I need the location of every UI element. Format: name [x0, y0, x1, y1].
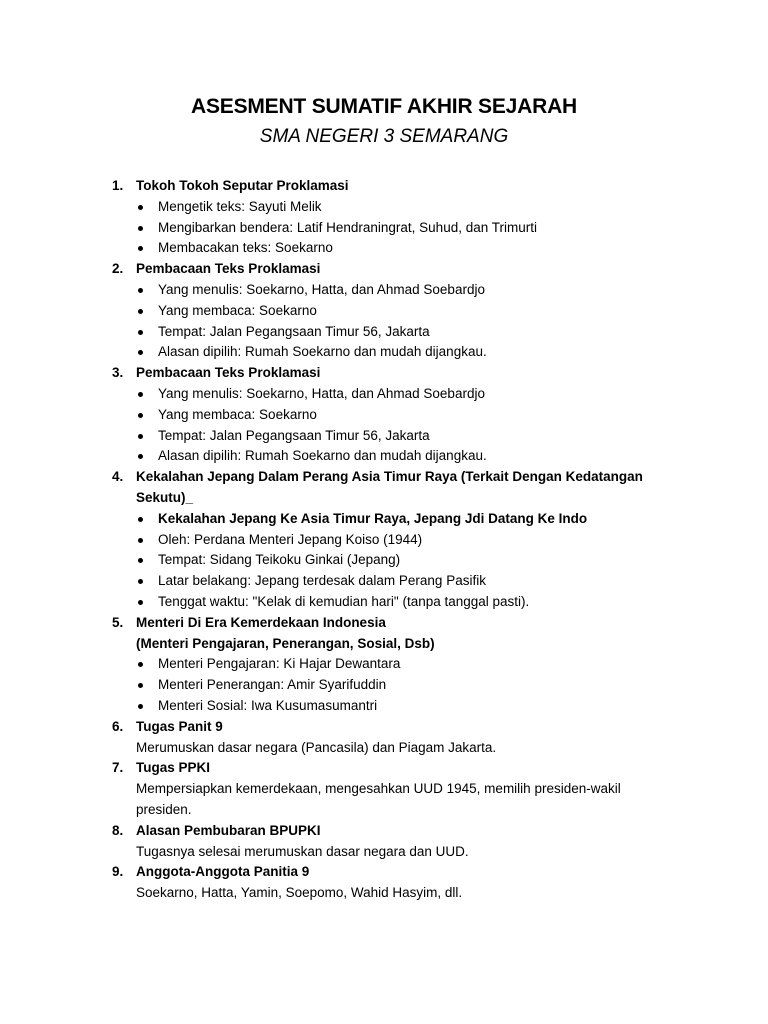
item-heading: Pembacaan Teks Proklamasi: [136, 365, 321, 381]
bullet-text: Menteri Sosial: Iwa Kusumasumantri: [158, 697, 378, 713]
list-item: [110, 613, 650, 717]
bullet-icon: [138, 350, 143, 355]
bullet-text: Latar belakang: Jepang terdesak dalam Perang Pasifik: [158, 573, 486, 589]
list-item: [110, 363, 650, 467]
bullet-text: Tempat: Sidang Teikoku Ginkai (Jepang): [158, 552, 401, 568]
bullet-list: [136, 197, 650, 259]
item-heading: Tokoh Tokoh Seputar Proklamasi: [136, 178, 349, 193]
bullet-text: Mengibarkan bendera: Latif Hendraningrat, Suhud, dan Trimurti: [158, 219, 537, 235]
list-item: [110, 259, 650, 363]
item-subheading: (Menteri Pengajaran, Penerangan, Sosial, Dsb): [136, 635, 435, 651]
bullet-item: [136, 322, 650, 343]
item-heading: Tugas Panit 9: [136, 718, 223, 734]
bullet-icon: [138, 600, 143, 605]
bullet-icon: [138, 517, 143, 522]
bullet-text: Alasan dipilih: Rumah Soekarno dan mudah dijangkau.: [158, 448, 487, 464]
bullet-icon: [138, 704, 143, 709]
list-item: [110, 821, 650, 863]
bullet-icon: [138, 309, 143, 314]
bullet-item: [136, 238, 650, 259]
bullet-text: Membacakan teks: Soekarno: [158, 240, 333, 256]
bullet-icon: [138, 330, 143, 335]
item-number: 4.: [112, 469, 124, 485]
bullet-item: [136, 550, 650, 571]
bullet-text: Yang menulis: Soekarno, Hatta, dan Ahmad Soebardjo: [158, 281, 485, 297]
bullet-icon: [138, 683, 143, 688]
bullet-icon: [138, 226, 143, 231]
bullet-text: Mengetik teks: Sayuti Melik: [158, 198, 322, 214]
bullet-item: [136, 675, 650, 696]
bullet-item: [136, 384, 650, 405]
bullet-item: [136, 426, 650, 447]
bullet-text: Oleh: Perdana Menteri Jepang Koiso (1944): [158, 531, 423, 547]
bullet-text: Alasan dipilih: Rumah Soekarno dan mudah dijangkau.: [158, 344, 487, 360]
bullet-item: [136, 280, 650, 301]
bullet-list: [136, 654, 650, 716]
bullet-item: [136, 405, 650, 426]
bullet-icon: [138, 288, 143, 293]
bullet-item: [136, 592, 650, 613]
item-number: 9.: [112, 864, 124, 880]
bullet-item: [136, 342, 650, 363]
item-number: 5.: [112, 614, 124, 630]
bullet-item: [136, 654, 650, 675]
bullet-text: Menteri Pengajaran: Ki Hajar Dewantara: [158, 656, 401, 672]
bullet-item: [136, 446, 650, 467]
bullet-item: [136, 197, 650, 218]
item-number: 6.: [112, 718, 124, 734]
bullet-icon: [138, 579, 143, 584]
list-item: [110, 862, 650, 904]
list-item: [110, 717, 650, 759]
item-heading: Alasan Pembubaran BPUPKI: [136, 822, 321, 838]
bullet-item: [136, 218, 650, 239]
document-title: ASESMENT SUMATIF AKHIR SEJARAH: [190, 95, 578, 118]
bullet-text: Yang menulis: Soekarno, Hatta, dan Ahmad Soebardjo: [158, 385, 485, 401]
bullet-item: [136, 696, 650, 717]
list-item: [110, 176, 650, 259]
bullet-list: [136, 280, 650, 363]
bullet-text: Menteri Penerangan: Amir Syarifuddin: [158, 677, 387, 693]
item-heading: Anggota-Anggota Panitia 9: [136, 864, 310, 880]
bullet-text: Tenggat waktu: "Kelak di kemudian hari" (tanpa tanggal pasti).: [158, 593, 530, 609]
bullet-icon: [138, 205, 143, 210]
item-heading: Pembacaan Teks Proklamasi: [136, 261, 321, 277]
bullet-text: Yang membaca: Soekarno: [158, 302, 317, 318]
item-heading: Tugas PPKI: [136, 760, 211, 776]
bullet-text: Kekalahan Jepang Ke Asia Timur Raya, Jepang Jdi Datang Ke Indo: [158, 510, 588, 526]
bullet-icon: [138, 434, 143, 439]
item-number: 3.: [112, 365, 124, 381]
bullet-icon: [138, 454, 143, 459]
item-number: 1.: [112, 178, 124, 193]
item-text: Soekarno, Hatta, Yamin, Soepomo, Wahid Hasyim, dll.: [136, 885, 463, 901]
bullet-item: [136, 301, 650, 322]
bullet-item: [136, 530, 650, 551]
item-text: Merumuskan dasar negara (Pancasila) dan Piagam Jakarta.: [136, 739, 497, 755]
bullet-icon: [138, 246, 143, 251]
item-number: 2.: [112, 261, 124, 277]
bullet-icon: [138, 558, 143, 563]
bullet-item: [136, 571, 650, 592]
item-heading: Kekalahan Jepang Dalam Perang Asia Timur Raya (Terkait Dengan Kedatangan Sekutu)_: [136, 469, 643, 505]
bullet-text: Yang membaca: Soekarno: [158, 406, 317, 422]
bullet-icon: [138, 413, 143, 418]
item-text: Mempersiapkan kemerdekaan, mengesahkan UUD 1945, memilih presiden-wakil presiden.: [136, 781, 621, 817]
list-item: [110, 467, 650, 613]
item-text: Tugasnya selesai merumuskan dasar negara dan UUD.: [136, 843, 469, 859]
item-heading: Menteri Di Era Kemerdekaan Indonesia: [136, 614, 386, 630]
bullet-icon: [138, 538, 143, 543]
bullet-text: Tempat: Jalan Pegangsaan Timur 56, Jakarta: [158, 323, 430, 339]
bullet-item: [136, 509, 650, 530]
bullet-list: [136, 384, 650, 467]
document-subtitle: SMA NEGERI 3 SEMARANG: [259, 126, 509, 147]
bullet-text: Tempat: Jalan Pegangsaan Timur 56, Jakarta: [158, 427, 430, 443]
bullet-list: [136, 509, 650, 613]
item-number: 8.: [112, 822, 124, 838]
bullet-icon: [138, 662, 143, 667]
list-item: [110, 758, 650, 820]
bullet-icon: [138, 392, 143, 397]
item-number: 7.: [112, 760, 124, 776]
numbered-list: [110, 176, 650, 904]
